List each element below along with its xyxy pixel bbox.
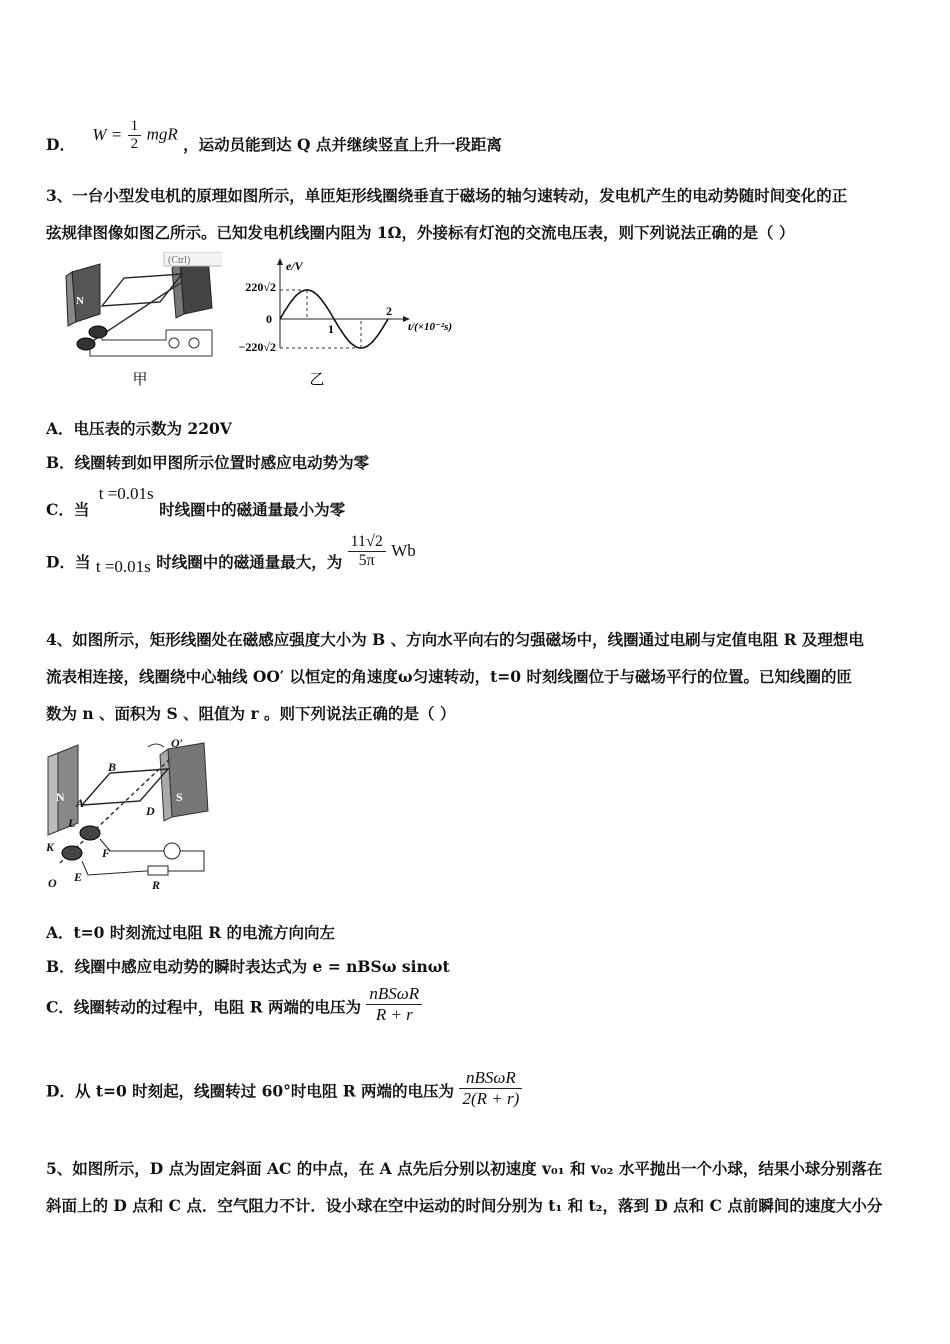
f-label: F — [102, 846, 111, 860]
q3-stem-line-1: 3、一台小型发电机的原理如图所示，单匝矩形线圈绕垂直于磁场的轴匀速转动，发电机产生的电动势随时间变化的正 — [46, 186, 848, 205]
fraction — [348, 533, 386, 570]
q5-stem-line-1: 5、如图所示，D 点为固定斜面 AC 的中点，在 A 点先后分别以初速度 v₀₁ 和 v₀₂ 水平抛出一个小球，结果小球分别落在 — [46, 1159, 883, 1178]
numerator: 11√2 — [348, 533, 386, 552]
lamp-icon — [169, 338, 179, 348]
q3-figure-jia — [62, 252, 222, 392]
q4-option-a: A．t=0 时刻流过电阻 R 的电流方向向左 — [46, 923, 336, 942]
fraction — [366, 984, 422, 1025]
denominator: 2(R + r) — [462, 1089, 520, 1108]
slip-ring — [80, 826, 100, 840]
option-label: C．当 — [46, 500, 90, 519]
y-tick-negative: −220√2 — [238, 340, 276, 354]
ammeter-icon — [164, 843, 180, 859]
formula: t =0.01s — [95, 556, 151, 576]
q4-stem-line-2: 流表相连接，线圈绕中心轴线 OO′ 以恒定的角速度ω匀速转动，t=0 时刻线圈位于与磁场平行的位置。已知线圈的匝 — [46, 667, 852, 686]
magnet-s-pole — [160, 743, 208, 821]
option-text: D．从 t=0 时刻起，线圈转过 60°时电阻 R 两端的电压为 — [46, 1081, 455, 1101]
a-label: A — [76, 796, 85, 810]
b-label: B — [108, 760, 117, 774]
e-label: E — [74, 870, 83, 884]
fraction — [128, 118, 142, 153]
q4-option-b: B．线圈中感应电动势的瞬时表达式为 e = nBSω sinωt — [46, 957, 450, 976]
q2-option-d — [46, 118, 502, 153]
y-tick-positive: 220√2 — [245, 280, 276, 294]
denominator: R + r — [375, 1005, 413, 1024]
wire — [102, 330, 166, 340]
x-axis-label: t/(×10⁻²s) — [408, 321, 453, 333]
caption-yi: 乙 — [309, 372, 325, 388]
voltmeter-icon — [189, 338, 199, 348]
numerator: 1 — [128, 118, 142, 136]
r-label: R — [152, 878, 161, 892]
numerator: nBSωR — [459, 1068, 522, 1089]
denominator: 2 — [130, 136, 139, 152]
q3-option-d — [46, 533, 416, 582]
n-pole-label: N — [76, 295, 84, 307]
slip-ring — [62, 846, 82, 860]
paste-badge-label: (Ctrl) — [168, 255, 191, 266]
q4-figure-generator — [44, 735, 219, 895]
q3-option-a: A．电压表的示数为 220V — [46, 419, 232, 438]
magnet-n-pole — [66, 264, 100, 326]
rotation-arrow-icon — [148, 744, 164, 747]
fraction — [459, 1068, 522, 1109]
o-prime-label: O′ — [171, 736, 184, 750]
l-label: L — [68, 816, 76, 830]
coil — [82, 769, 168, 805]
d-label: D — [146, 804, 155, 818]
s-label: S — [176, 790, 183, 804]
slip-ring — [77, 338, 95, 350]
k-label: K — [46, 840, 55, 854]
origin-label: 0 — [266, 312, 272, 326]
o-label: O — [48, 876, 57, 890]
q5-stem-line-2: 斜面上的 D 点和 C 点．空气阻力不计．设小球在空中运动的时间分别为 t₁ 和 t₂，落到 D 点和 C 点前瞬间的速度大小分 — [46, 1196, 883, 1215]
option-text: 时线圈中的磁通量最大，为 — [156, 552, 343, 572]
y-axis-label: e/V — [286, 259, 303, 273]
option-text: 时线圈中的磁通量最小为零 — [159, 500, 346, 519]
paste-options-badge[interactable] — [164, 252, 222, 266]
q4-option-d — [46, 1068, 522, 1113]
resistor-icon — [148, 866, 168, 875]
option-text: C．线圈转动的过程中，电阻 R 两端的电压为 — [46, 997, 362, 1017]
option-text: ，运动员能到达 Q 点并继续竖直上升一段距离 — [183, 134, 502, 154]
option-label: D． — [46, 134, 75, 154]
q3-figure-yi-chart — [228, 252, 478, 392]
option-label: D．当 — [46, 552, 91, 572]
q4-stem-line-1: 4、如图所示，矩形线圈处在磁感应强度大小为 B 、方向水平向右的匀强磁场中，线圈通过电刷与定值电阻 R 及理想电 — [46, 630, 864, 649]
y-axis-arrow — [277, 258, 283, 265]
q3-option-b: B．线圈转到如甲图所示位置时感应电动势为零 — [46, 453, 370, 472]
q4-stem-line-3: 数为 n 、面积为 S 、阻值为 r 。则下列说法正确的是（ ） — [46, 704, 456, 723]
x-tick-1: 1 — [328, 322, 334, 336]
formula-lhs: W = — [92, 124, 123, 144]
x-tick-2: 2 — [386, 304, 392, 318]
q4-option-c — [46, 984, 422, 1029]
n-label: N — [56, 790, 65, 804]
unit: Wb — [391, 540, 416, 560]
denominator: 5π — [358, 552, 375, 569]
q3-option-c — [46, 482, 346, 519]
q3-stem-line-2: 弦规律图像如图乙所示。已知发电机线圈内阻为 1Ω，外接标有灯泡的交流电压表，则下列说法正确的是（ ） — [46, 223, 795, 242]
slip-ring — [89, 326, 107, 338]
formula-rest: mgR — [146, 124, 178, 144]
numerator: nBSωR — [366, 984, 422, 1005]
formula: t =0.01s — [98, 484, 154, 503]
caption-jia: 甲 — [132, 372, 148, 388]
